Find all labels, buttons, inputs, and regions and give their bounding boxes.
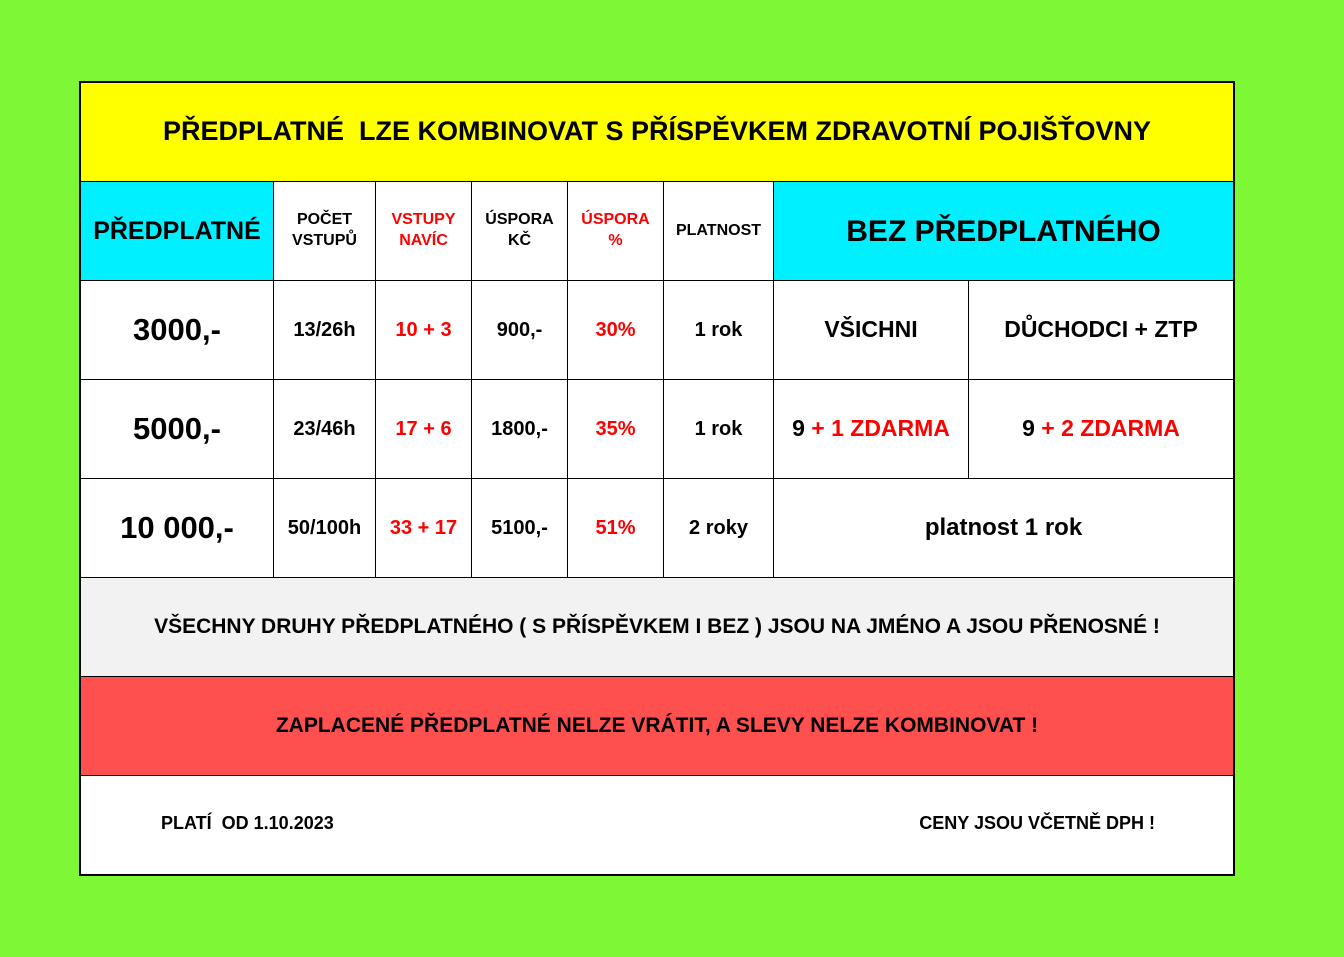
everyone-label-cell bbox=[774, 281, 969, 380]
no-subscription-validity: platnost 1 rok bbox=[924, 514, 1083, 542]
transferable-note-text: VŠECHNY DRUHY PŘEDPLATNÉHO ( S PŘÍSPĚVKEM I BEZ ) JSOU NA JMÉNO A JSOU PŘENOSNÉ ! bbox=[154, 615, 1160, 639]
transferable-note bbox=[81, 578, 1233, 677]
everyone-offer-cell bbox=[774, 380, 969, 479]
header-validity-label: PLATNOST bbox=[675, 221, 762, 239]
row2-savings-pct-value: 35% bbox=[595, 418, 636, 440]
row1-price bbox=[81, 281, 274, 380]
header-predplatne-label: PŘEDPLATNÉ bbox=[93, 216, 261, 245]
everyone-offer-bonus: + 1 ZDARMA bbox=[804, 415, 950, 442]
row1-price-value: 3000,- bbox=[133, 311, 221, 347]
row2-extra bbox=[376, 380, 472, 479]
header-savings-kc-line1: ÚSPORA bbox=[485, 211, 554, 229]
row2-extra-value: 17 + 6 bbox=[395, 418, 452, 440]
row2-price-value: 5000,- bbox=[133, 410, 221, 446]
row2-savings-kc bbox=[472, 380, 568, 479]
row1-validity bbox=[664, 281, 774, 380]
row2-validity-value: 1 rok bbox=[694, 418, 743, 440]
header-no-subscription bbox=[774, 182, 1233, 281]
row2-price bbox=[81, 380, 274, 479]
everyone-label: VŠICHNI bbox=[824, 316, 918, 343]
seniors-label-cell bbox=[969, 281, 1233, 380]
row1-entries-value: 13/26h bbox=[293, 319, 356, 341]
row1-validity-value: 1 rok bbox=[694, 319, 743, 341]
row3-validity bbox=[664, 479, 774, 578]
combination-banner-text: PŘEDPLATNÉ LZE KOMBINOVAT S PŘÍSPĚVKEM ZDRAVOTNÍ POJIŠŤOVNY bbox=[162, 116, 1152, 147]
row3-savings-kc-value: 5100,- bbox=[491, 517, 548, 539]
seniors-label: DŮCHODCI + ZTP bbox=[1004, 316, 1198, 343]
row3-extra bbox=[376, 479, 472, 578]
seniors-offer-base: 9 bbox=[1022, 415, 1035, 442]
row2-savings-pct bbox=[568, 380, 664, 479]
no-refund-note-text: ZAPLACENÉ PŘEDPLATNÉ NELZE VRÁTIT, A SLEVY NELZE KOMBINOVAT ! bbox=[275, 714, 1039, 738]
everyone-offer-base: 9 bbox=[792, 415, 805, 442]
row1-savings-kc-value: 900,- bbox=[496, 319, 543, 341]
row2-entries bbox=[274, 380, 376, 479]
row3-validity-value: 2 roky bbox=[689, 517, 748, 539]
row2-savings-kc-value: 1800,- bbox=[491, 418, 548, 440]
header-entries-count-line1: POČET bbox=[296, 211, 353, 229]
header-extra-entries-line1: VSTUPY bbox=[391, 211, 456, 229]
combination-banner bbox=[81, 83, 1233, 182]
footer bbox=[81, 776, 1233, 874]
row2-entries-value: 23/46h bbox=[293, 418, 356, 440]
seniors-offer-bonus: + 2 ZDARMA bbox=[1034, 415, 1180, 442]
row1-savings-kc bbox=[472, 281, 568, 380]
row3-entries bbox=[274, 479, 376, 578]
header-no-subscription-label: BEZ PŘEDPLATNÉHO bbox=[846, 214, 1161, 248]
row1-savings-pct bbox=[568, 281, 664, 380]
vat-note-text: CENY JSOU VČETNĚ DPH ! bbox=[919, 813, 1155, 833]
row1-savings-pct-value: 30% bbox=[595, 319, 636, 341]
row3-savings-pct-value: 51% bbox=[595, 517, 636, 539]
row3-price bbox=[81, 479, 274, 578]
row3-savings-kc bbox=[472, 479, 568, 578]
row1-extra-value: 10 + 3 bbox=[395, 319, 452, 341]
header-savings-pct-line2: % bbox=[608, 232, 623, 249]
header-savings-kc bbox=[472, 182, 568, 281]
header-savings-pct-line1: ÚSPORA bbox=[581, 211, 650, 229]
row1-entries bbox=[274, 281, 376, 380]
header-entries-count-line2: VSTUPŮ bbox=[292, 232, 357, 249]
row3-entries-value: 50/100h bbox=[287, 517, 362, 539]
header-entries-count bbox=[274, 182, 376, 281]
row1-extra bbox=[376, 281, 472, 380]
header-validity bbox=[664, 182, 774, 281]
header-savings-kc-line2: KČ bbox=[507, 232, 532, 249]
price-list-sheet bbox=[79, 81, 1235, 876]
header-predplatne bbox=[81, 182, 274, 281]
row3-price-value: 10 000,- bbox=[120, 509, 234, 545]
row2-validity bbox=[664, 380, 774, 479]
no-refund-note bbox=[81, 677, 1233, 776]
seniors-offer-cell bbox=[969, 380, 1233, 479]
row3-savings-pct bbox=[568, 479, 664, 578]
header-extra-entries bbox=[376, 182, 472, 281]
header-savings-pct bbox=[568, 182, 664, 281]
valid-from-text: PLATÍ OD 1.10.2023 bbox=[161, 813, 334, 833]
header-extra-entries-line2: NAVÍC bbox=[399, 232, 448, 249]
row3-extra-value: 33 + 17 bbox=[389, 517, 458, 539]
no-subscription-validity-cell bbox=[774, 479, 1233, 578]
